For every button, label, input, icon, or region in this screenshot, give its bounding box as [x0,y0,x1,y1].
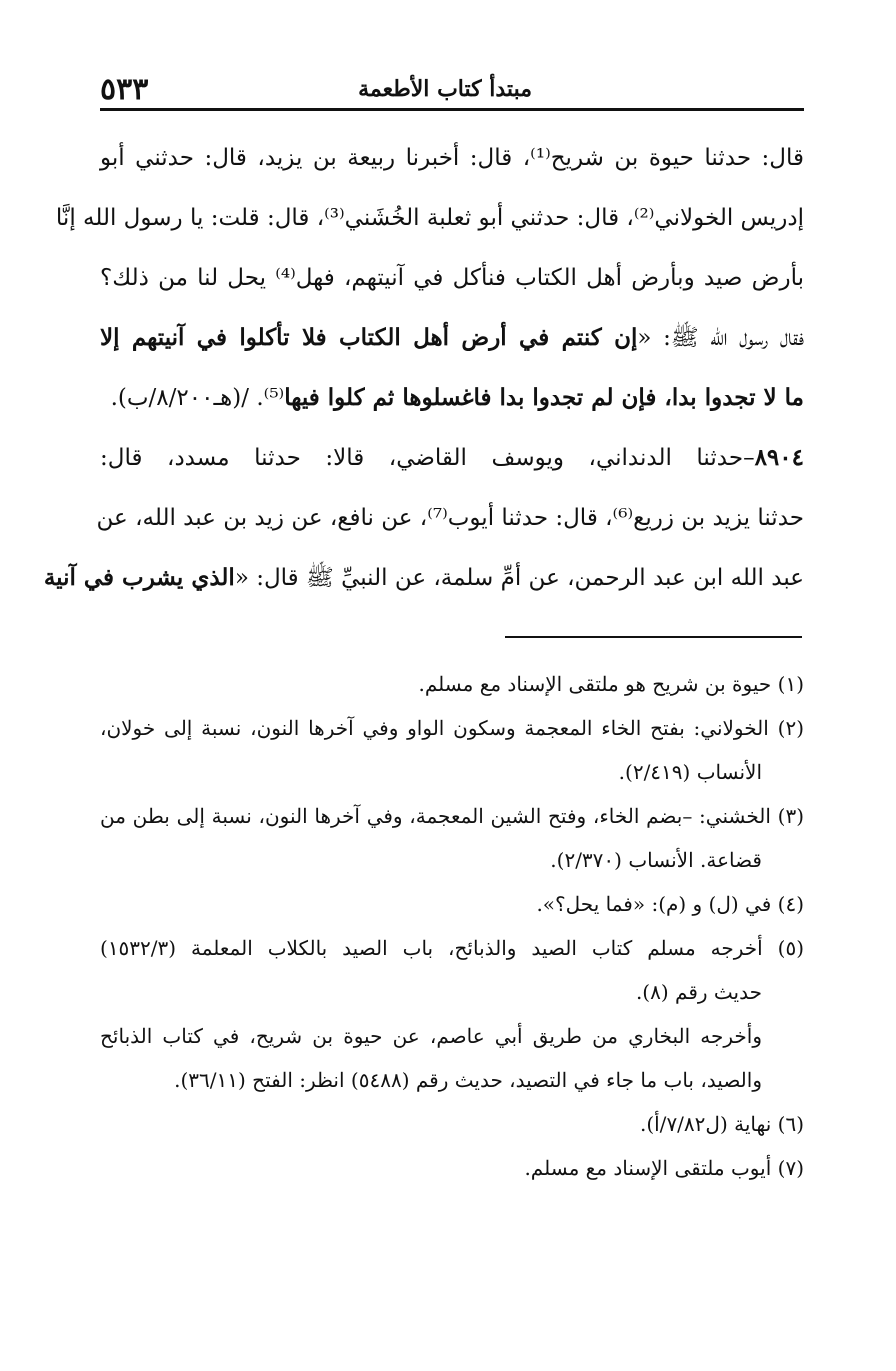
footnote: (٢) الخولاني: بفتح الخاء المعجمة وسكون الواو وفي آخرها النون، نسبة إلى خولان، [100,716,804,740]
footnote: (٥) أخرجه مسلم كتاب الصيد والذبائح، باب الصيد بالكلاب المعلمة (١٥٣٢/٣) [100,936,804,960]
text-line [43,548,804,608]
text-line: قال: حدثنا حيوة بن شريح⁽¹⁾، قال: أخبرنا ربيعة بن يزيد، قال: حدثني أبو [100,145,804,171]
footnote-continuation: حديث رقم (٨). [635,980,762,1004]
footnote: (٣) الخشني: –بضم الخاء، وفتح الشين المعجمة، وفي آخرها النون، نسبة إلى بطن من [100,804,804,828]
footnote-continuation: والصيد، باب ما جاء في التصيد، حديث رقم (٥٤٨٨) انظر: الفتح (٣٦/١١). [174,1068,762,1092]
text-line: بأرض صيد وبأرض أهل الكتاب فنأكل في آنيتهم، فهل⁽⁴⁾ يحل لنا من ذلك؟ [100,265,804,291]
footnote: (١) حيوة بن شريح هو ملتقى الإسناد مع مسلم. [418,672,804,696]
hadith-text: ما لا تجدوا بدا، فإن لم تجدوا بدا فاغسلوها ثم كلوا فيها [284,384,804,411]
text-run: ⁽⁵⁾. /(هـ٨/٢٠٠/ب). [110,385,285,411]
hadith-text: الذي يشرب في آنية [43,564,235,591]
page-number: ٥٣٣ [100,72,149,107]
footnote: (٦) نهاية (ل٧/٨٢/أ). [639,1112,804,1136]
text-line [100,308,804,368]
main-text [43,128,804,608]
text-run: –حدثنا الدنداني، ويوسف القاضي، قالا: حدثنا مسدد، قال: [100,445,755,471]
text-line: حدثنا يزيد بن زريع⁽⁶⁾، قال: حدثنا أيوب⁽⁷⁾، عن نافع، عن زيد بن عبد الله، عن [96,505,804,531]
hadith-text: إن كنتم في أرض أهل الكتاب فلا تأكلوا في آنيتهم إلا [100,324,638,351]
footnote: (٤) في (ل) و (م): «فما يحل؟». [536,892,804,916]
footnote-continuation: الأنساب (٢/٤١٩). [618,760,762,784]
page-title: مبتدأ كتاب الأطعمة [358,76,532,102]
footnote-continuation: وأخرجه البخاري من طريق أبي عاصم، عن حيوة بن شريح، في كتاب الذبائح [100,1024,762,1048]
footnote-continuation: قضاعة. الأنساب (٢/٣٧٠). [550,848,762,872]
text-line: إدريس الخولاني⁽²⁾، قال: حدثني أبو ثعلبة الخُشَني⁽³⁾، قال: قلت: يا رسول الله إنَّا [55,205,804,231]
footnote: (٧) أيوب ملتقى الإسناد مع مسلم. [524,1156,804,1180]
text-run: فقال رسول الله ﷺ: « [637,325,804,351]
page-header [100,72,804,108]
text-line [100,428,804,488]
header-rule [100,108,804,111]
hadith-number: ٨٩٠٤ [754,444,804,471]
footnote-separator [505,636,802,638]
text-run: عبد الله ابن عبد الرحمن، عن أمِّ سلمة، عن النبيِّ ﷺ قال: « [234,565,804,591]
text-line [100,368,804,428]
footnotes [100,662,804,1190]
